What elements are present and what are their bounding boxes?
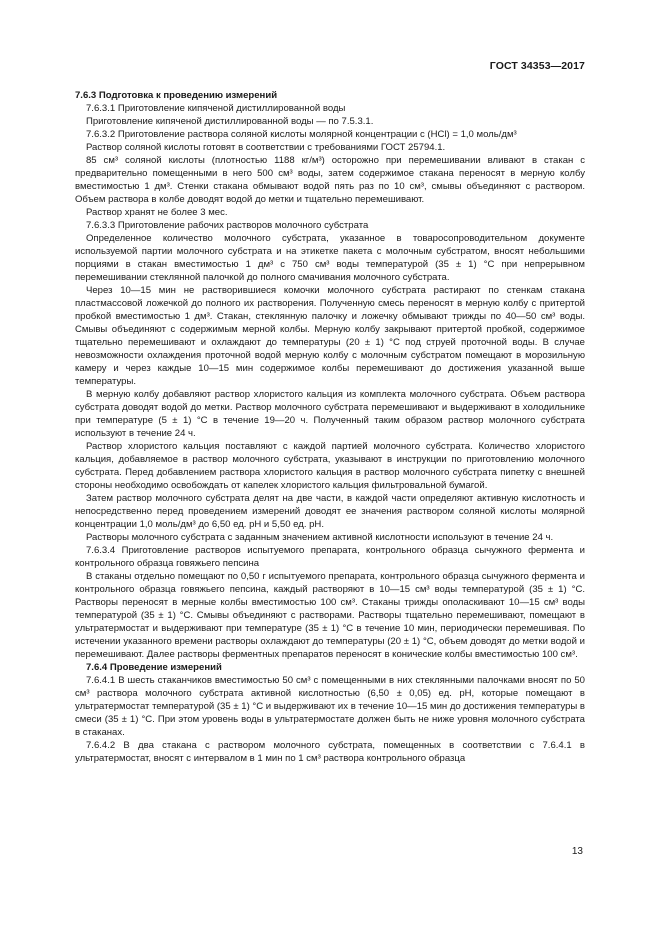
document-code: ГОСТ 34353—2017 [489, 60, 585, 72]
subsection-title-7-6-3-2: 7.6.3.2 Приготовление раствора соляной кислоты молярной концентрации c (HCl) = 1,0 моль/дм³ [86, 129, 517, 140]
paragraph: Растворы молочного субстрата с заданным значением активной кислотности используют в течение 24 ч. [86, 532, 554, 543]
paragraph: 7.6.4.2 В два стакана с раствором молочного субстрата, помещенных в соответствии с 7.6.4.1 в ультратермостат, вносят с интервалом в 1 мин по 1 см³ раствора контрольного образца [75, 740, 585, 764]
section-heading-7-6-3: 7.6.3 Подготовка к проведению измерений [75, 90, 278, 101]
paragraph: Раствор хранят не более 3 мес. [86, 207, 228, 218]
paragraph: Приготовление кипяченой дистиллированной воды — по 7.5.3.1. [86, 116, 374, 127]
paragraph: 85 см³ соляной кислоты (плотностью 1188 кг/м³) осторожно при перемешивании вливают в стакан с предварительно помещенными в него 500 см³ воды, затем содержимое стакана переносят в мерную колбу вместимостью 1 дм³. Стенки стакана обмывают водой пять раз по 10 см³, смывы объединяют с раствором. Объем раствора в колбе доводят водой до метки и тщательно перемешивают. [75, 155, 585, 205]
paragraph: Определенное количество молочного субстрата, указанное в товаросопроводительном документе используемой партии молочного субстрата и на этикетке пакета с молочным субстратом, вносят небольшими порциями в стакан вместимостью 1 дм³ с 750 см³ воды температурой (35 ± 1) °С при непрерывном перемешивании стеклянной палочкой до полного смачивания молочного субстрата. [75, 233, 585, 283]
paragraph: Раствор хлористого кальция поставляют с каждой партией молочного субстрата. Количество хлористого кальция, добавляемое в раствор молочного субстрата, указывают в инструкции по приготовлению молочного субстрата. Перед добавлением раствора хлористого кальция в раствор молочного субстрата пипетку с внешней стороны необходимо освобождать от капелек хлористого кальция фильтровальной бумагой. [75, 441, 585, 491]
subsection-title-7-6-3-3: 7.6.3.3 Приготовление рабочих растворов молочного субстрата [86, 220, 369, 231]
section-heading-7-6-4: 7.6.4 Проведение измерений [86, 662, 222, 673]
subsection-title-7-6-3-4: 7.6.3.4 Приготовление растворов испытуемого препарата, контрольного образца сычужного фермента и контрольного образца говяжьего пепсина [75, 545, 585, 569]
paragraph: 7.6.4.1 В шесть стаканчиков вместимостью 50 см³ с помещенными в них стеклянными палочками вносят по 50 см³ раствора молочного субстрата активной кислотностью (6,50 ± 0,05) ед. рН, которые помещают в ультратермостат температурой (35 ± 1) °С и выдерживают их в течение 10—15 мин до достижения температуры в смеси (35 ± 1) °С. При этом уровень воды в ультратермостате должен быть не ниже уровня молочного субстрата в стаканах. [75, 675, 585, 738]
paragraph: Через 10—15 мин не растворившиеся комочки молочного субстрата растирают по стенкам стакана пластмассовой ложечкой до полного их растворения. Полученную смесь переносят в мерную колбу с притертой пробкой вместимостью 1 дм³. Стакан, стеклянную палочку и ложечку обмывают трижды по 40—50 см³ воды. Смывы объединяют с содержимым мерной колбы. Мерную колбу закрывают притертой пробкой, содержимое тщательно перемешивают и охлаждают до температуры (20 ± 1) °С под струей проточной воды. В случае невозможности охлаждения проточной водой мерную колбу с молочным субстратом помещают в морозильную камеру и через каждые 10—15 мин содержимое колбы перемешивают до достижения указанной выше температуры. [75, 285, 585, 387]
page-number: 13 [571, 846, 583, 857]
paragraph: Затем раствор молочного субстрата делят на две части, в каждой части определяют активную кислотность и непосредственно перед проведением измерений доводят ее значения раствором соляной кислоты молярной концентрации 1,0 моль/дм³ до 6,50 ед. рН и 5,50 ед. рН. [75, 493, 585, 530]
paragraph: В мерную колбу добавляют раствор хлористого кальция из комплекта молочного субстрата. Объем раствора субстрата доводят водой до метки. Раствор молочного субстрата перемешивают и выдерживают в холодильнике при температуре (5 ± 1) °С в течение 19—20 ч. Полученный таким образом раствор молочного субстрата используют в течение 24 ч. [75, 389, 585, 439]
document-body [75, 89, 585, 765]
paragraph: В стаканы отдельно помещают по 0,50 г испытуемого препарата, контрольного образца сычужного фермента и контрольного образца говяжьего пепсина, каждый растворяют в 10—15 см³ воды температурой (35 ± 1) °С. Растворы переносят в мерные колбы вместимостью 100 см³. Стаканы трижды ополаскивают 10—15 см³ воды температурой (35 ± 1) °С. Смывы объединяют с растворами. Растворы тщательно перемешивают, помещают в ультратермостат и выдерживают при температуре (35 ± 1) °С в течение 10 мин, периодически перемешивая. По истечении указанного времени растворы охлаждают до температуры (20 ± 1) °С, объем доводят до метки водой и перемешивают. Далее растворы ферментных препаратов переносят в конические колбы вместимостью 100 см³. [75, 571, 585, 660]
paragraph: Раствор соляной кислоты готовят в соответствии с требованиями ГОСТ 25794.1. [86, 142, 446, 153]
subsection-title-7-6-3-1: 7.6.3.1 Приготовление кипяченой дистиллированной воды [86, 103, 346, 114]
